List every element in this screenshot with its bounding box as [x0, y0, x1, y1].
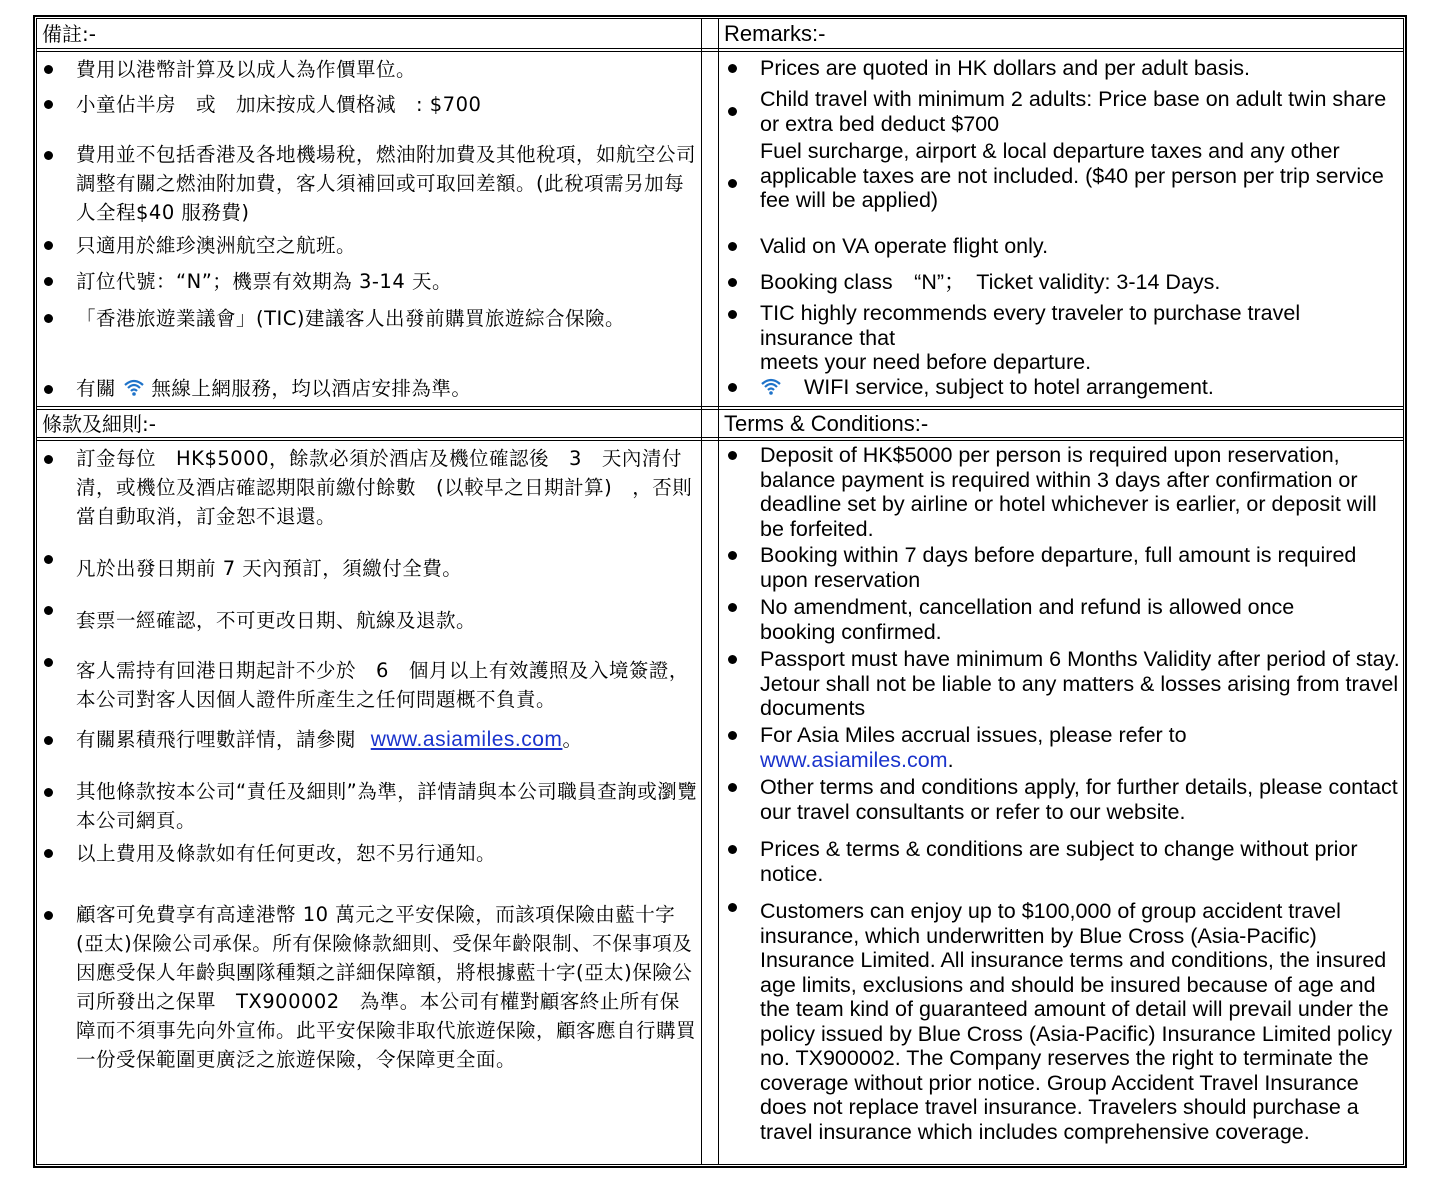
terms-en-item: Prices & terms & conditions are subject to change without prior notice. — [760, 837, 1358, 886]
asiamiles-link[interactable]: www.asiamiles.com — [760, 747, 948, 772]
bullet — [728, 783, 737, 792]
remarks-en-item: Prices are quoted in HK dollars and per adult basis. — [760, 56, 1250, 80]
terms-en-item: No amendment, cancellation and refund is allowed once booking confirmed. — [760, 595, 1295, 644]
bullet — [44, 100, 53, 109]
remarks-zh-item: 訂位代號：“N”；機票有效期為 3-14 天。 — [76, 270, 452, 293]
remarks-en-item: Valid on VA operate flight only. — [760, 234, 1049, 258]
terms-zh-item: 其他條款按本公司“責任及細則”為準，詳情請與本公司職員查詢或瀏覽本公司網頁。 — [76, 780, 698, 832]
bullet — [44, 277, 53, 286]
bullet — [728, 107, 737, 116]
bullet — [728, 551, 737, 560]
miles-prefix-text: For Asia Miles accrual issues, please refer to — [760, 723, 1187, 747]
bullet — [728, 64, 737, 73]
remarks-zh-item: 費用並不包括香港及各地機場稅，燃油附加費及其他稅項，如航空公司調整有關之燃油附加費，客人須補回或可取回差額。(此稅項需另加每人全程$40 服務費) — [76, 143, 697, 224]
bullet — [728, 451, 737, 460]
remarks-zh-item: 小童佔半房 或 加床按成人價格減 : $700 — [76, 93, 482, 116]
terms-zh-item: 訂金每位 HK$5000，餘款必須於酒店及機位確認後 3 天內清付清，或機位及酒店確認期限前繳付餘數 (以較早之日期計算) ，否則當自動取消，訂金恕不退還。 — [76, 447, 693, 528]
terms-en-item: Deposit of HK$5000 per person is required upon reservation, balance payment is required within 3 days after confirmation or deadline set by airline or hotel whichever is earlier, or deposit will be forfeited. — [760, 443, 1377, 541]
bullet — [728, 731, 737, 740]
bullet — [44, 658, 53, 667]
header-rule-bottom-2 — [36, 440, 1404, 441]
remarks-zh-header: 備註:- — [42, 22, 96, 46]
bullet — [728, 655, 737, 664]
bullet — [44, 736, 53, 745]
column-divider-right — [718, 18, 719, 1165]
terms-en-item: Other terms and conditions apply, for further details, please contact our travel consultants or refer to our website. — [760, 775, 1398, 824]
bullet — [44, 911, 53, 920]
terms-en-item: Passport must have minimum 6 Months Validity after period of stay. Jetour shall not be liable to any matters & losses arising from travel documents — [760, 647, 1400, 720]
terms-en-item: Booking within 7 days before departure, full amount is required upon reservation — [760, 543, 1357, 592]
terms-zh-header: 條款及細則:- — [42, 412, 156, 436]
remarks-en-item: Fuel surcharge, airport & local departure taxes and any other applicable taxes are not included. ($40 per person per trip service fee will be applied) — [760, 139, 1384, 212]
remarks-en-item: TIC highly recommends every traveler to purchase travel insurance that — [760, 301, 1301, 350]
miles-suffix-text: . — [947, 747, 954, 772]
section-rule-1 — [36, 406, 1404, 407]
bullet — [728, 278, 737, 287]
wifi-icon — [123, 375, 145, 404]
remarks-en-item: Child travel with minimum 2 adults: Price base on adult twin share or extra bed deduct $700 — [760, 87, 1387, 136]
bullet — [728, 242, 737, 251]
remarks-en-item-continued: meets your need before departure. — [760, 350, 1092, 374]
remarks-zh-wifi-item — [76, 374, 471, 404]
bullet — [44, 788, 53, 797]
remarks-en-wifi-item — [760, 375, 1214, 401]
bullet — [44, 151, 53, 160]
terms-zh-item: 套票一經確認，不可更改日期、航線及退款。 — [76, 609, 477, 632]
remarks-zh-item: 「香港旅遊業議會」(TIC)建議客人出發前購買旅遊綜合保險。 — [76, 307, 625, 330]
remarks-zh-item: 只適用於維珍澳洲航空之航班。 — [76, 234, 357, 257]
terms-en-item: Customers can enjoy up to $100,000 of group accident travel insurance, which underwritten by Blue Cross (Asia-Pacific) Insurance Limited. All insurance terms and conditions, the insured age limits, exclusions and should be insured because of age and the team kind of guaranteed amount of detail will prevail under the policy issued by Blue Cross (Asia-Pacific) Insurance Limited policy no. TX900002. The Company reserves the right to terminate the coverage without prior notice. Group Accident Travel Insurance does not replace travel insurance. Travelers should purchase a travel insurance which includes comprehensive coverage. — [760, 899, 1393, 1144]
wifi-suffix-text: WIFI service, subject to hotel arrangement. — [803, 375, 1214, 399]
terms-zh-item: 凡於出發日期前 7 天內預訂，須繳付全費。 — [76, 557, 463, 580]
bullet — [44, 455, 53, 464]
terms-en-header: Terms & Conditions:- — [724, 411, 929, 436]
header-rule-top-2 — [36, 51, 1404, 52]
terms-zh-miles-item — [76, 725, 582, 754]
bullet — [44, 241, 53, 250]
bullet — [44, 555, 53, 564]
asiamiles-link[interactable]: www.asiamiles.com — [370, 728, 563, 751]
remarks-zh-item: 費用以港幣計算及以成人為作價單位。 — [76, 58, 417, 81]
remarks-en-item: Booking class “N”； Ticket validity: 3-14 Days. — [760, 270, 1221, 294]
terms-zh-item: 以上費用及條款如有任何更改，恕不另行通知。 — [76, 842, 497, 865]
bullet — [728, 179, 737, 188]
header-rule-bottom — [36, 437, 1404, 438]
bullet — [728, 310, 737, 319]
section-rule-2 — [36, 409, 1404, 410]
column-divider-left — [701, 18, 702, 1165]
bullet — [728, 383, 737, 392]
miles-suffix-text: 。 — [562, 728, 583, 751]
remarks-en-header: Remarks:- — [724, 21, 826, 46]
wifi-prefix-text: 有關 — [76, 377, 117, 400]
bullet — [728, 845, 737, 854]
bullet — [728, 903, 737, 912]
bullet — [728, 603, 737, 612]
terms-en-miles-item — [760, 723, 1400, 772]
header-rule-top — [36, 48, 1404, 49]
bullet — [44, 314, 53, 323]
bullet — [44, 65, 53, 74]
wifi-suffix-text: 無線上網服務，均以酒店安排為準。 — [151, 377, 472, 400]
wifi-icon — [760, 376, 782, 401]
terms-zh-item: 客人需持有回港日期起計不少於 6 個月以上有效護照及入境簽證，本公司對客人因個人證件所產生之任何問題概不負責。 — [76, 659, 689, 711]
bullet — [44, 849, 53, 858]
bullet — [44, 385, 53, 394]
terms-zh-item: 顧客可免費享有高達港幣 10 萬元之平安保險，而該項保險由藍十字(亞太)保險公司承保。所有保險條款細則、受保年齡限制、不保事項及因應受保人年齡與團隊種類之詳細保障額，將根據藍十字(亞太)保險公司所發出之保單 TX900002 為準。本公司有權對顧客終止所有保障而不須事先向外宣佈。此平安保險非取代旅遊保險，顧客應自行購買一份受保範圍更廣泛之旅遊保險，令保障更全面。 — [76, 903, 697, 1071]
bullet — [44, 606, 53, 615]
miles-prefix-text: 有關累積飛行哩數詳情，請參閱 — [76, 728, 357, 751]
